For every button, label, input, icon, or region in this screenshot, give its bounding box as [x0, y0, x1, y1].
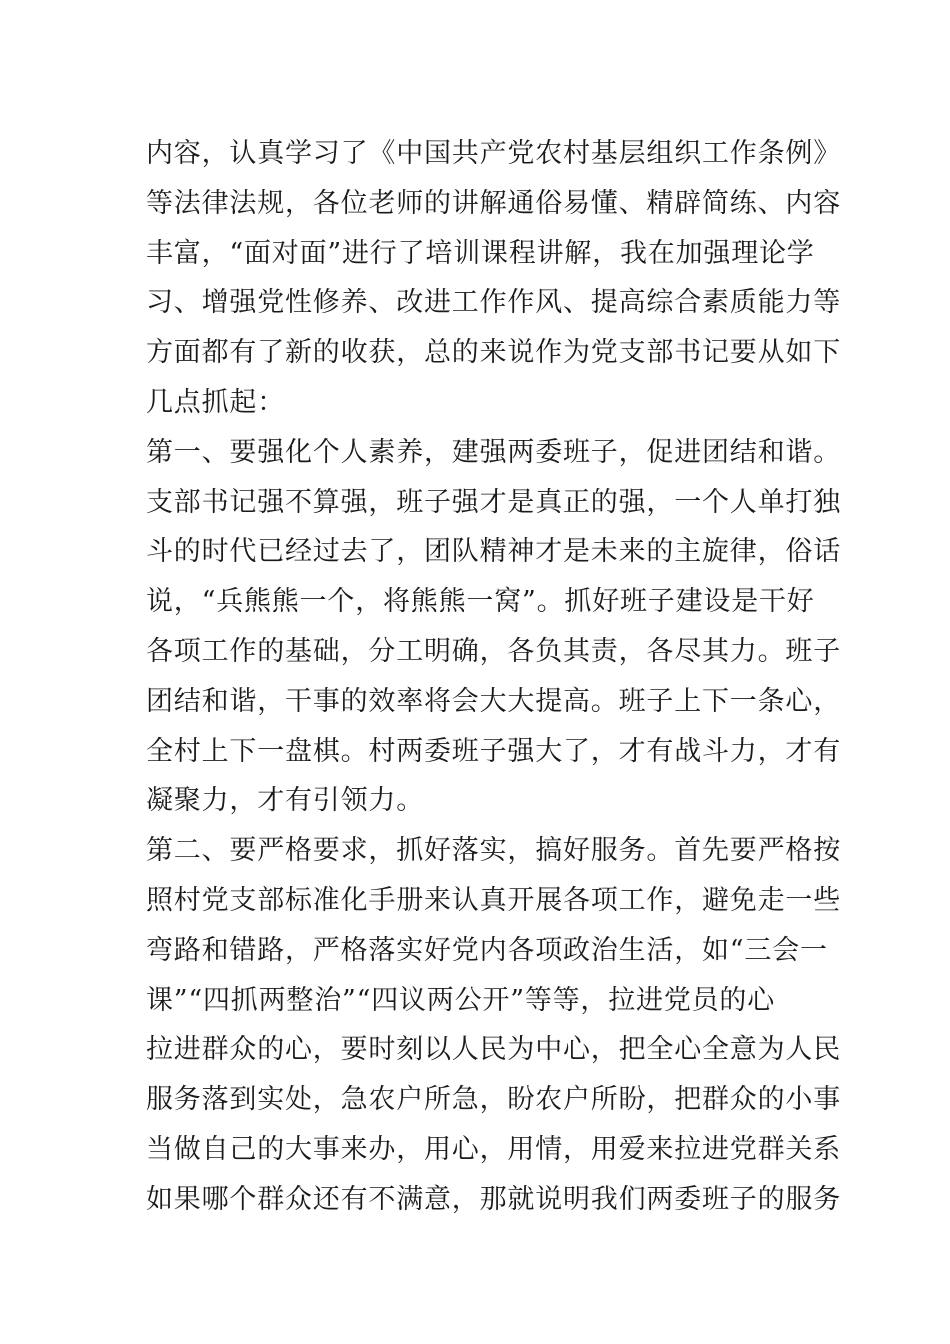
text-line: 斗的时代已经过去了，团队精神才是未来的主旋律，俗话	[146, 536, 841, 568]
text-line: 内容，认真学习了《中国共产党农村基层组织工作条例》	[146, 138, 841, 169]
text-line: 几点抓起：	[146, 386, 285, 418]
text-line: 照村党支部标准化手册来认真开展各项工作，避免走一些	[146, 884, 841, 916]
text-line: 团结和谐，干事的效率将会大大提高。班子上下一条心，	[146, 685, 841, 717]
text-line: 各项工作的基础，分工明确，各负其责，各尽其力。班子	[146, 635, 841, 667]
text-line: 拉进群众的心，要时刻以人民为中心，把全心全意为人民	[146, 1034, 841, 1066]
text-line: 等法律法规，各位老师的讲解通俗易懂、精辟简练、内容	[146, 187, 841, 219]
text-line: 当做自己的大事来办，用心，用情，用爱来拉进党群关系	[146, 1133, 841, 1165]
text-line: 第二、要严格要求，抓好落实，搞好服务。首先要严格按	[146, 835, 841, 867]
body-text	[146, 129, 841, 1225]
text-line: 习、增强党性修养、改进工作作风、提高综合素质能力等	[146, 287, 841, 319]
text-line: 支部书记强不算强，班子强才是真正的强，一个人单打独	[146, 486, 841, 518]
text-line: 说，“兵熊熊一个，将熊熊一窝”。抓好班子建设是干好	[146, 586, 815, 618]
text-line: 课”“四抓两整治”“四议两公开”等等，拉进党员的心	[146, 984, 776, 1016]
text-line: 全村上下一盘棋。村两委班子强大了，才有战斗力，才有	[146, 735, 841, 767]
text-line: 丰富，“面对面”进行了培训课程讲解，我在加强理论学	[146, 237, 815, 269]
text-line: 凝聚力，才有引领力。	[146, 785, 424, 817]
text-line: 第一、要强化个人素养，建强两委班子，促进团结和谐。	[146, 436, 841, 468]
text-line: 服务落到实处，急农户所急，盼农户所盼，把群众的小事	[146, 1084, 841, 1116]
text-line: 方面都有了新的收获，总的来说作为党支部书记要从如下	[146, 337, 841, 369]
text-line: 弯路和错路，严格落实好党内各项政治生活，如“三会一	[146, 934, 828, 966]
text-line: 如果哪个群众还有不满意，那就说明我们两委班子的服务	[146, 1183, 841, 1215]
